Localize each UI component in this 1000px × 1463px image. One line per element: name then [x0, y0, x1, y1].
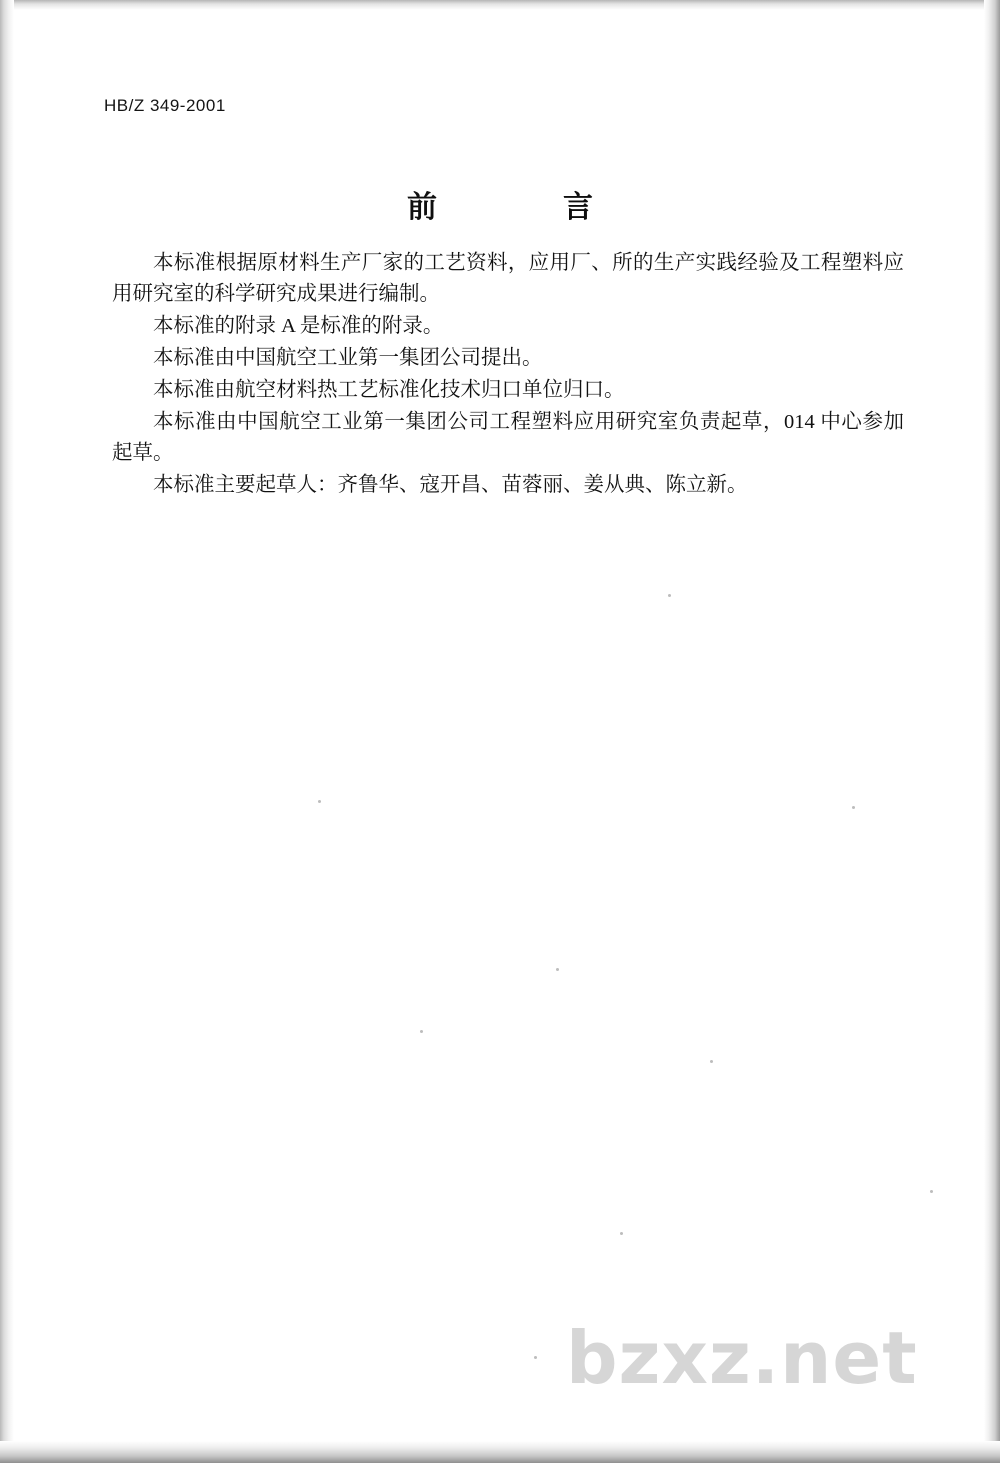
page-edge-top: [0, 0, 1000, 10]
scan-speck: [534, 1356, 537, 1359]
scan-speck: [852, 806, 855, 809]
page-edge-bottom: [0, 1441, 1000, 1463]
scan-speck: [930, 1190, 933, 1193]
scan-speck: [668, 594, 671, 597]
scan-speck: [556, 968, 559, 971]
paragraph: 本标准由中国航空工业第一集团公司提出。: [153, 347, 543, 369]
watermark: bzxz.net: [566, 1316, 918, 1400]
standard-code: HB/Z 349-2001: [104, 96, 226, 115]
page-title: 前 言: [407, 190, 615, 225]
paragraph: 本标准由中国航空工业第一集团公司工程塑料应用研究室负责起草，014 中心参加起草。: [112, 411, 904, 464]
scan-speck: [318, 800, 321, 803]
paragraph: 本标准主要起草人：齐鲁华、寇开昌、苗蓉丽、姜从典、陈立新。: [153, 474, 748, 496]
paragraph: 本标准的附录 A 是标准的附录。: [153, 315, 444, 337]
scan-speck: [420, 1030, 423, 1033]
scan-speck: [710, 1060, 713, 1063]
scan-speck: [620, 1232, 623, 1235]
paragraph: 本标准由航空材料热工艺标准化技术归口单位归口。: [153, 379, 625, 401]
foreword-body: [112, 248, 904, 501]
paragraph: 本标准根据原材料生产厂家的工艺资料，应用厂、所的生产实践经验及工程塑料应用研究室的科学研究成果进行编制。: [112, 252, 904, 305]
